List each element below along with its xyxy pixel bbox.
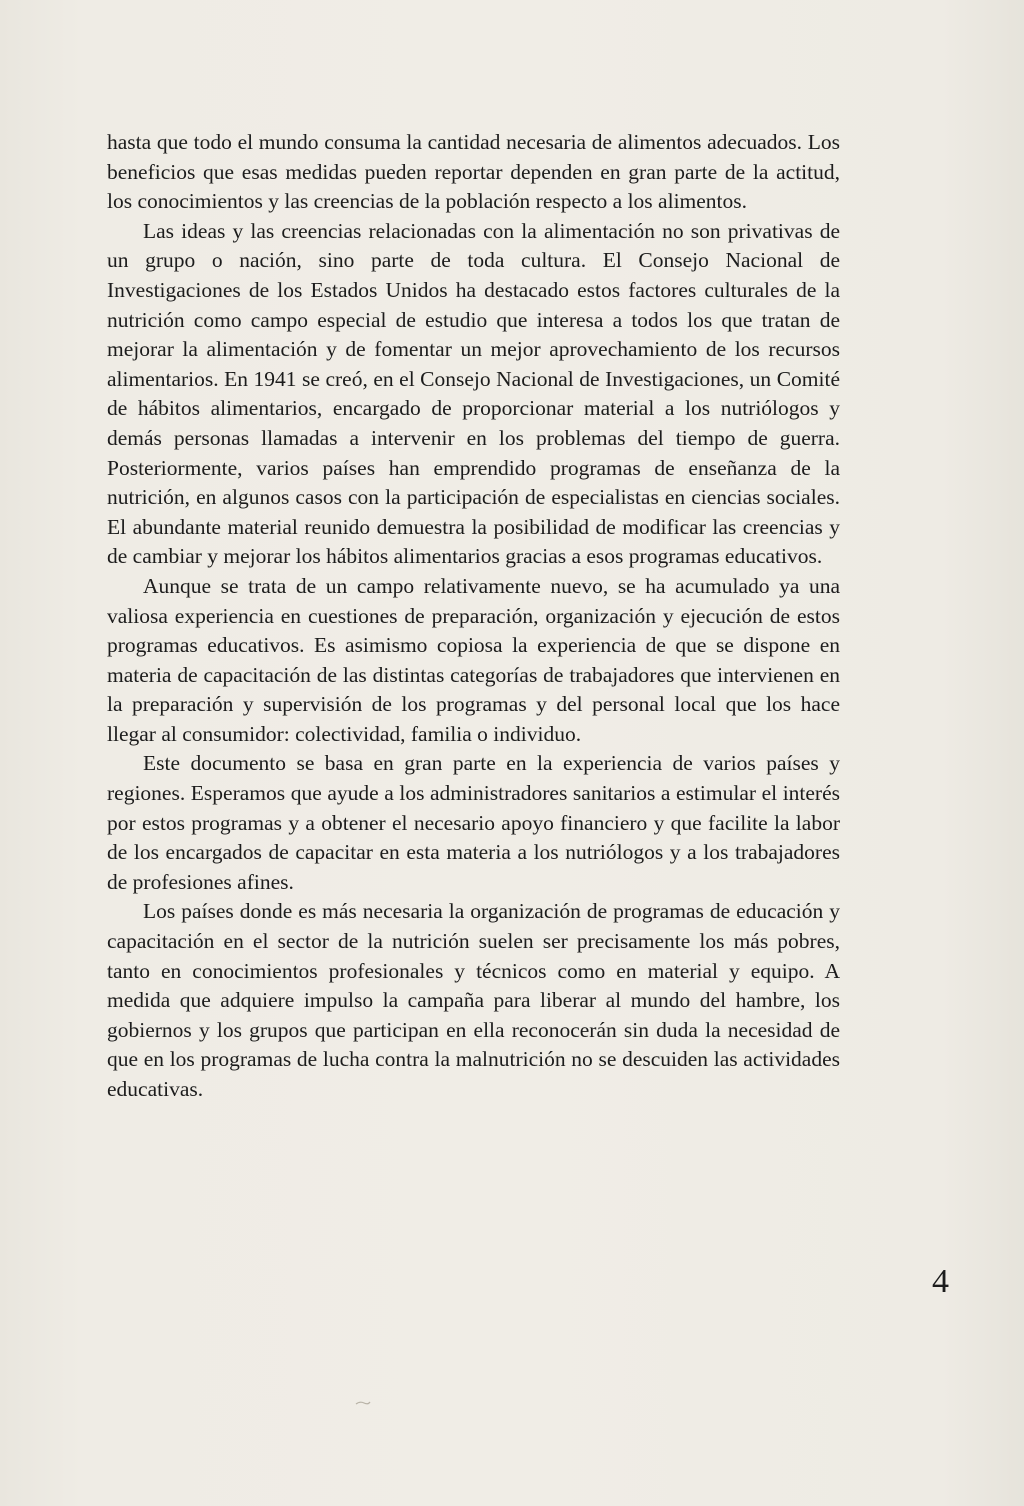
paragraph-experience: Aunque se trata de un campo relativamente nuevo, se ha acumulado ya una valiosa experiencia en cuestiones de preparación, organización y ejecución de estos programas educativos. Es asimismo copiosa la experiencia de que se dispone en materia de capacitación de las distintas categorías de trabajadores que intervienen en la preparación y supervisión de los programas y del personal local que los hace llegar al consumidor: colectividad, familia o individuo. bbox=[107, 573, 840, 746]
paragraph-document-basis: Este documento se basa en gran parte en la experiencia de varios países y regiones. Esperamos que ayude a los administradores sanitarios a estimular el interés por estos programas y a obtener el necesario apoyo financiero y que facilite la labor de los encargados de capacitar en esta materia a los nutriólogos y a los trabajadores de profesiones afines. bbox=[107, 751, 840, 894]
page-number: 4 bbox=[932, 1263, 949, 1300]
paragraph-cultural-factors: Las ideas y las creencias relacionadas con la alimentación no son privativas de un grupo o nación, sino parte de toda cultura. El Consejo Nacional de Investigaciones de los Estados Unidos ha destacado estos factores culturales de la nutrición como campo especial de estudio que interesa a todos los que tratan de mejorar la alimentación y de fomentar un mejor aprovechamiento de los recursos alimentarios. En 1941 se creó, en el Consejo Nacional de Investigaciones, un Comité de hábitos alimentarios, encargado de proporcionar material a los nutriólogos y demás personas llamadas a intervenir en los problemas del tiempo de guerra. Posteriormente, varios países han emprendido programas de enseñanza de la nutrición, en algunos casos con la participación de especialistas en ciencias sociales. El abundante material reunido demuestra la posibilidad de modificar las creencias y de cambiar y mejorar los hábitos alimentarios gracias a esos programas educativos. bbox=[107, 218, 840, 569]
body-text bbox=[107, 128, 840, 1105]
paragraph-continuation: hasta que todo el mundo consuma la cantidad necesaria de alimentos adecuados. Los beneficios que esas medidas pueden reportar dependen en gran parte de la actitud, los conocimientos y las creencias de la población respecto a los alimentos. bbox=[107, 130, 840, 214]
ink-speck bbox=[355, 1400, 371, 1406]
paragraph-poor-countries: Los países donde es más necesaria la organización de programas de educación y capacitación en el sector de la nutrición suelen ser precisamente los más pobres, tanto en conocimientos profesionales y técnicos como en material y equipo. A medida que adquiere impulso la campaña para liberar al mundo del hambre, los gobiernos y los grupos que participan en ella reconocerán sin duda la necesidad de que en los programas de lucha contra la malnutrición no se descuiden las actividades educativas. bbox=[107, 899, 840, 1101]
